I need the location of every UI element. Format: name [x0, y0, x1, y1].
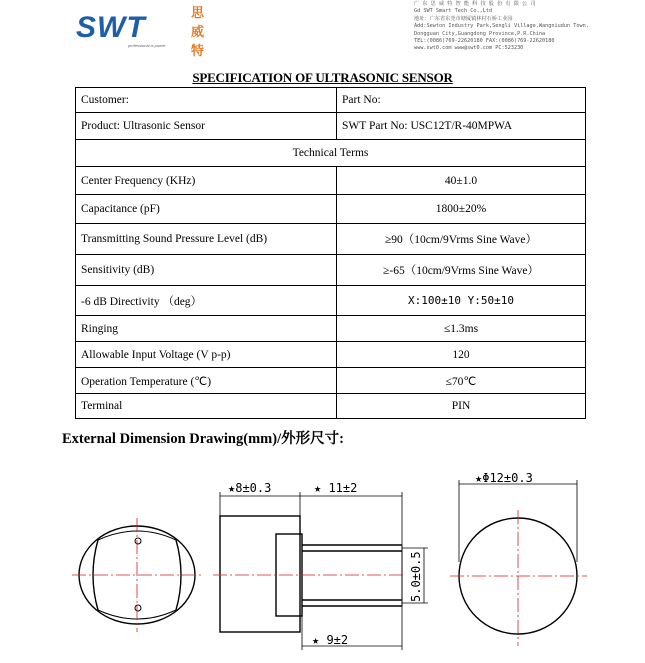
table-row [76, 195, 586, 224]
company-line: Dongguan City,Guangdong Province,P.R.China [414, 30, 546, 37]
company-line: Add:Sewton Industry Park,Sengli Village,Wangniudun Town, [414, 23, 589, 30]
spec-name: Capacitance (pF) [76, 195, 337, 224]
logo-wordmark: SWT [76, 11, 146, 44]
spec-value: 120 [337, 342, 586, 368]
spec-value: 40±1.0 [337, 167, 586, 195]
side-view [220, 516, 402, 632]
spec-name: Center Frequency (KHz) [76, 167, 337, 195]
table-row [76, 140, 586, 167]
front-pin-hole-bottom [135, 605, 141, 611]
company-line: Gd SWT Smart Tech Co.,Ltd [414, 8, 493, 15]
table-row [76, 286, 586, 316]
front-pin-hole-top [135, 538, 141, 544]
swt-part-no: SWT Part No: USC12T/R-40MPWA [337, 113, 586, 140]
spec-name: Ringing [76, 316, 337, 342]
logo-chinese-name: 思威特 [191, 6, 206, 59]
table-row [76, 113, 586, 140]
company-info [414, 1, 614, 53]
spec-name: Allowable Input Voltage (V p-p) [76, 342, 337, 368]
company-logo [76, 2, 206, 59]
back-center-lines [450, 510, 587, 646]
dim-pin-length: ★ 9±2 [312, 633, 349, 647]
table-row [76, 88, 586, 113]
spec-value: 1800±20% [337, 195, 586, 224]
spec-name: Operation Temperature (℃) [76, 368, 337, 394]
front-center-lines [72, 518, 202, 632]
dim-diameter: ★Φ12±0.3 [475, 471, 533, 485]
table-row [76, 224, 586, 255]
spec-name: Transmitting Sound Pressure Level (dB) [76, 224, 337, 255]
dim-total-length: ★ 11±2 [314, 481, 358, 495]
spec-table [75, 87, 586, 419]
technical-terms-header: Technical Terms [76, 140, 586, 167]
company-line: TEL:(0086)769-22620180 FAX:(0086)769-22620180 [414, 38, 555, 45]
table-row [76, 368, 586, 394]
spec-value: ≥-65（10cm/9Vrms Sine Wave） [337, 255, 586, 286]
dim-side-depth: ★8±0.3 [228, 481, 272, 495]
table-row [76, 342, 586, 368]
dim-pin-pitch: 5.0±0.5 [409, 551, 423, 602]
document-title: SPECIFICATION OF ULTRASONIC SENSOR [192, 70, 453, 85]
table-row [76, 394, 586, 419]
company-line: www.swt0.com www@swt0.com PC:523230 [414, 45, 524, 52]
table-row [76, 255, 586, 286]
spec-name: Sensitivity (dB) [76, 255, 337, 286]
logo-tagline: professional is power [128, 43, 166, 48]
dimension-drawing [0, 450, 645, 663]
spec-value: ≤70℃ [337, 368, 586, 394]
spec-value: PIN [337, 394, 586, 419]
company-line: 广 东 思 威 特 智 能 科 技 股 份 有 限 公 司 [414, 1, 536, 7]
part-no-label: Part No: [337, 88, 586, 113]
table-row [76, 316, 586, 342]
drawing-heading: External Dimension Drawing(mm)/外形尺寸: [62, 431, 344, 447]
customer-label: Customer: [76, 88, 337, 113]
spec-name: -6 dB Directivity （deg） [76, 286, 337, 316]
product-label: Product: Ultrasonic Sensor [76, 113, 337, 140]
table-row [76, 167, 586, 195]
spec-value: ≥90（10cm/9Vrms Sine Wave） [337, 224, 586, 255]
company-line: 地址：广东省东莞市塘厦镇林村石桥工业园 [414, 15, 513, 22]
spec-name: Terminal [76, 394, 337, 419]
spec-value: X:100±10 Y:50±10 [337, 286, 586, 316]
spec-value: ≤1.3ms [337, 316, 586, 342]
